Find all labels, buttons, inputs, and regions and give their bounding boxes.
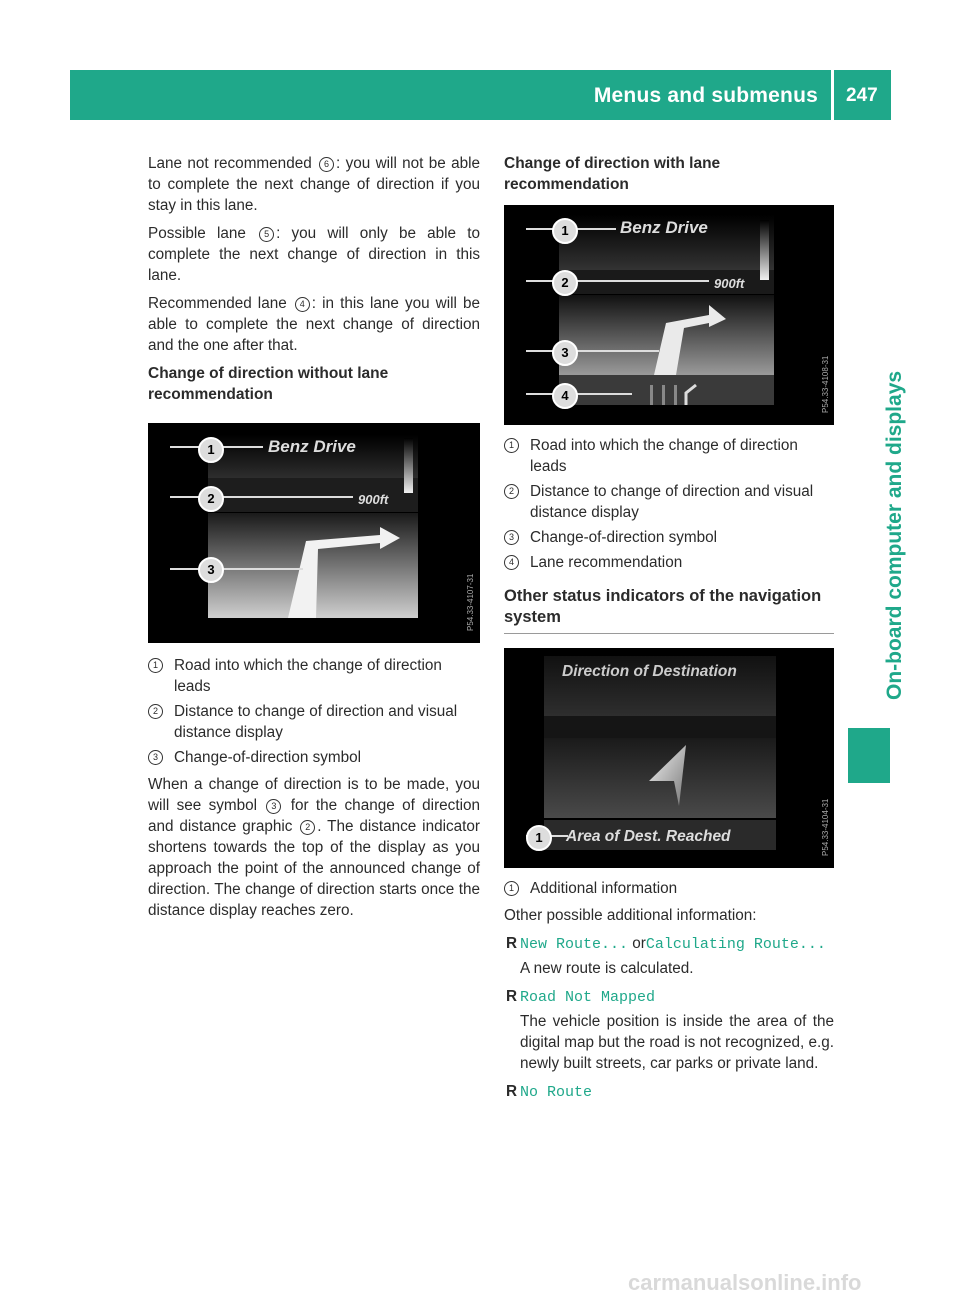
page-number: 247 (846, 85, 878, 106)
callout-1-badge: 1 (552, 218, 578, 244)
display-figure-with-lane (504, 205, 834, 425)
section-title: Menus and submenus (593, 84, 818, 107)
callout-number: 3 (266, 799, 281, 814)
bullet-icon: R (506, 1083, 518, 1100)
legend-text: Lane recommendation (530, 554, 683, 571)
legend-text: Road into which the change of direction leads (174, 657, 442, 695)
display-figure-no-lane (148, 423, 480, 643)
bullet-description: The vehicle position is inside the area of the digital map but the road is not recognized, e.g. newly built streets, car parks or private land. (520, 1013, 834, 1072)
other-info-intro: Other possible additional information: (504, 907, 757, 924)
page-header (70, 70, 891, 120)
text: or (632, 935, 646, 952)
lane-not-recommended-paragraph (148, 153, 480, 216)
distance-label: 900ft (358, 492, 389, 507)
text: Lane not recommended (148, 155, 318, 172)
watermark: carmanualsonline.info (628, 1270, 862, 1295)
callout-1-badge: 1 (526, 825, 552, 851)
bullet-description: A new route is calculated. (520, 960, 694, 977)
side-tab-label-wrap (853, 160, 906, 700)
status-code: No Route (520, 1084, 593, 1101)
text: : you will only be able to complete the next change of direction in this lane. (148, 225, 480, 284)
legend-item (148, 655, 480, 697)
right-column (504, 153, 834, 1103)
callout-number: 6 (319, 157, 334, 172)
callout-3-badge: 3 (552, 340, 578, 366)
bullet-item (504, 1081, 834, 1103)
road-name-label: Benz Drive (268, 437, 356, 456)
callout-number: 4 (295, 297, 310, 312)
callout-number: 5 (259, 227, 274, 242)
callout-number: 2 (300, 820, 315, 835)
section-heading: Other status indicators of the navigation system (504, 587, 822, 626)
recommended-lane-paragraph (148, 293, 480, 356)
status-code: Road Not Mapped (520, 989, 656, 1006)
legend-text: Change-of-direction symbol (530, 529, 718, 546)
callout-number: 3 (148, 750, 163, 765)
text: Recommended lane (148, 295, 293, 312)
callout-number: 1 (504, 881, 519, 896)
legend-item (504, 435, 834, 477)
bullet-item (504, 933, 834, 955)
legend-text: Distance to change of direction and visual distance display (174, 703, 458, 741)
side-tab-marker (848, 728, 890, 783)
side-tab-label: On-board computer and displays (883, 370, 906, 700)
road-name-label: Benz Drive (620, 218, 708, 237)
header-divider (831, 70, 834, 120)
legend-item (504, 481, 834, 523)
legend-item (148, 747, 480, 768)
bullet-icon: R (506, 935, 518, 952)
possible-lane-paragraph (148, 223, 480, 286)
callout-number: 2 (504, 484, 519, 499)
status-code: New Route... (520, 936, 629, 953)
text: When a change of direction is to be made, you will see symbol (148, 776, 480, 814)
text: : you will not be able to complete the next change of direction if you stay in this lane. (148, 155, 481, 214)
legend-text: Road into which the change of direction leads (530, 437, 798, 475)
callout-number: 1 (148, 658, 163, 673)
callout-2-badge: 2 (552, 270, 578, 296)
left-column (148, 153, 480, 928)
bullet-item (504, 986, 834, 1008)
figure-reference: P54.33-4108-31 (821, 355, 830, 413)
legend-item (504, 552, 834, 573)
display-figure-destination (504, 648, 834, 868)
distance-label: 900ft (714, 276, 745, 291)
callout-3-badge: 3 (198, 557, 224, 583)
bullet-icon: R (506, 988, 518, 1005)
callout-number: 3 (504, 530, 519, 545)
status-code: Calculating Route... (645, 936, 826, 953)
legend-text: Change-of-direction symbol (174, 749, 362, 766)
callout-2-badge: 2 (198, 486, 224, 512)
legend-text: Distance to change of direction and visual distance display (530, 483, 814, 521)
callout-4-badge: 4 (552, 383, 578, 409)
legend-item (504, 527, 834, 548)
text: for the change of direction and distance graphic (148, 797, 480, 835)
text: . The distance indicator shortens towards the top of the display as you approach the point of the announced change of direction. The change of direction starts once the distance display reaches zero. (148, 818, 480, 919)
callout-number: 1 (504, 438, 519, 453)
section-heading: Change of direction without lane recommendation (148, 365, 389, 403)
legend-text: Additional information (530, 880, 678, 897)
figure-reference: P54.33-4104-31 (821, 798, 830, 856)
callout-number: 2 (148, 704, 163, 719)
legend-item (148, 701, 480, 743)
callout-number: 4 (504, 555, 519, 570)
heading-rule (504, 633, 834, 634)
text: : in this lane you will be able to complete the next change of direction and the one after that. (148, 295, 480, 354)
legend-item (504, 878, 834, 899)
section-heading: Change of direction with lane recommendation (504, 155, 721, 193)
text: Possible lane (148, 225, 258, 242)
display-title: Direction of Destination (562, 663, 737, 680)
figure-reference: P54.33-4107-31 (466, 573, 475, 631)
callout-1-badge: 1 (198, 437, 224, 463)
additional-info-label: Area of Dest. Reached (566, 828, 731, 845)
change-of-direction-paragraph (148, 774, 480, 921)
